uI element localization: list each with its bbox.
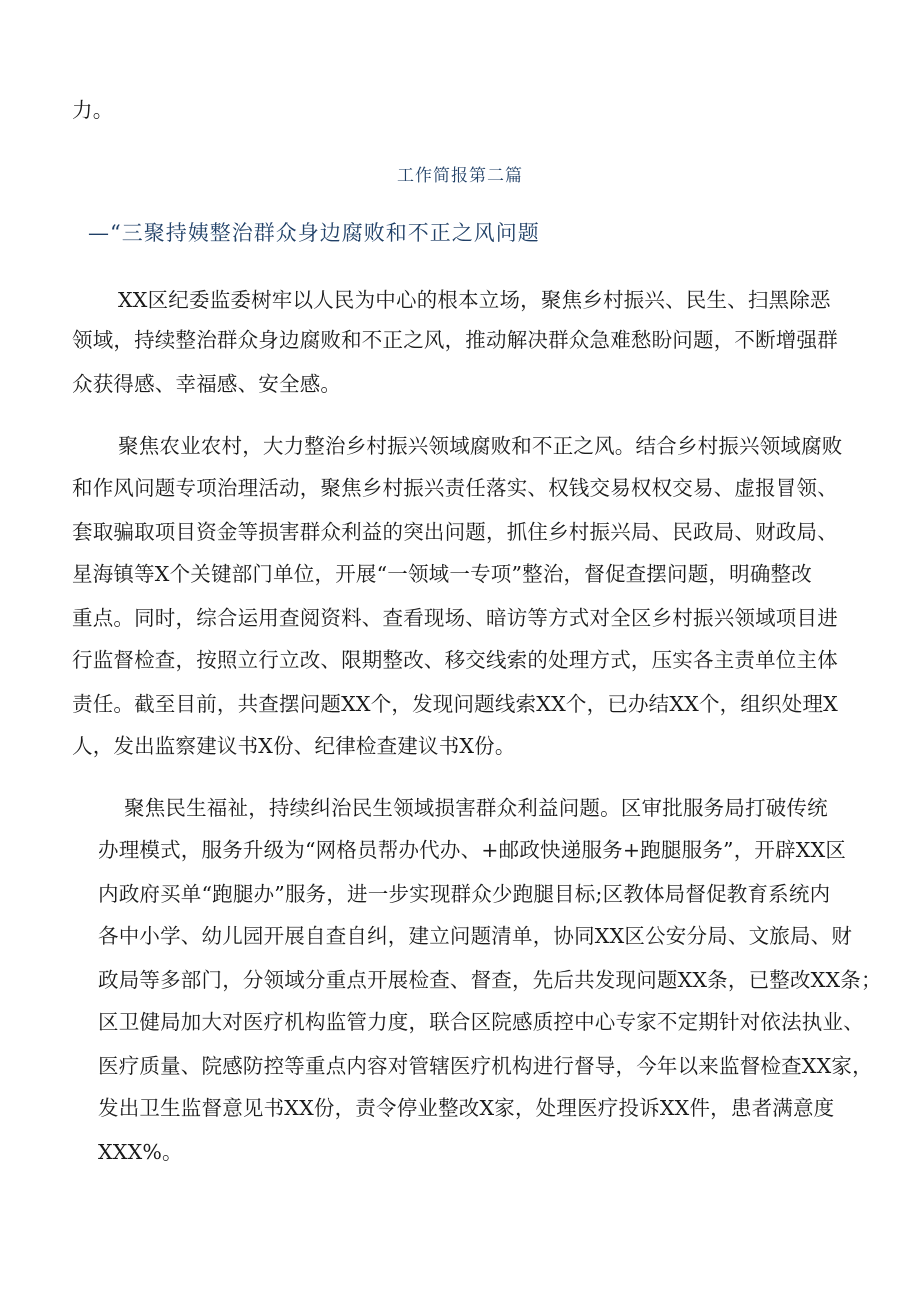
- paragraph-line: 和作风问题专项治理活动，聚焦乡村振兴责任落实、权钱交易权权交易、虚报冒领、: [72, 476, 838, 500]
- document-subtitle: —“三聚持姨整治群众身边腐败和不正之风问题: [88, 221, 540, 245]
- paragraph-line: 领域，持续整治群众身边腐败和不正之风，推动解决群众急难愁盼问题，不断增强群: [72, 328, 838, 352]
- paragraph-line: 行监督检查，按照立行立改、限期整改、移交线索的处理方式，压实各主责单位主体: [72, 648, 838, 672]
- section-title: 工作简报第二篇: [397, 166, 523, 186]
- paragraph-line: 星海镇等X个关键部门单位，开展“一领域一专项”整治，督促查摆问题，明确整改: [72, 562, 812, 586]
- lead-fragment: 力。: [72, 98, 114, 122]
- paragraph-line: XXX%。: [98, 1140, 183, 1164]
- paragraph-line: 医疗质量、院感防控等重点内容对管辖医疗机构进行督导，今年以来监督检查XX家，: [98, 1054, 873, 1078]
- paragraph-line: 责任。截至目前，共查摆问题XX个，发现问题线索XX个，已办结XX个，组织处理X: [72, 692, 838, 716]
- paragraph-line: 办理模式，服务升级为“网格员帮办代办、+邮政快递服务+跑腿服务”，开辟XX区: [98, 838, 847, 862]
- paragraph-line: 区卫健局加大对医疗机构监管力度，联合区院感质控中心专家不定期针对依法执业、: [98, 1010, 864, 1034]
- paragraph-line: 聚焦农业农村，大力整治乡村振兴领域腐败和不正之风。结合乡村振兴领域腐败: [118, 434, 843, 458]
- paragraph-line: 聚焦民生福祉，持续纠治民生领域损害群众利益问题。区审批服务局打破传统: [124, 796, 828, 820]
- paragraph-line: 众获得感、幸福感、安全感。: [72, 372, 342, 396]
- paragraph-line: 内政府买单“跑腿办”服务，进一步实现群众少跑腿目标;区教体局督促教育系统内: [98, 882, 831, 906]
- paragraph-line: 政局等多部门，分领域分重点开展检查、督查，先后共发现问题XX条，已整改XX条；: [98, 968, 882, 992]
- paragraph-line: 各中小学、幼儿园开展自查自纠，建立问题清单，协同XX区公安分局、文旅局、财: [98, 924, 853, 948]
- paragraph-line: 发出卫生监督意见书XX份，责令停业整改X家，处理医疗投诉XX件，患者满意度: [98, 1096, 835, 1120]
- paragraph-line: 套取骗取项目资金等损害群众利益的突出问题，抓住乡村振兴局、民政局、财政局、: [72, 520, 838, 544]
- paragraph-line: XX区纪委监委树牢以人民为中心的根本立场，聚焦乡村振兴、民生、扫黑除恶: [118, 288, 831, 312]
- paragraph-line: 重点。同时，综合运用查阅资料、查看现场、暗访等方式对全区乡村振兴领域项目进: [72, 606, 838, 630]
- paragraph-line: 人，发出监察建议书X份、纪律检查建议书X份。: [72, 734, 516, 758]
